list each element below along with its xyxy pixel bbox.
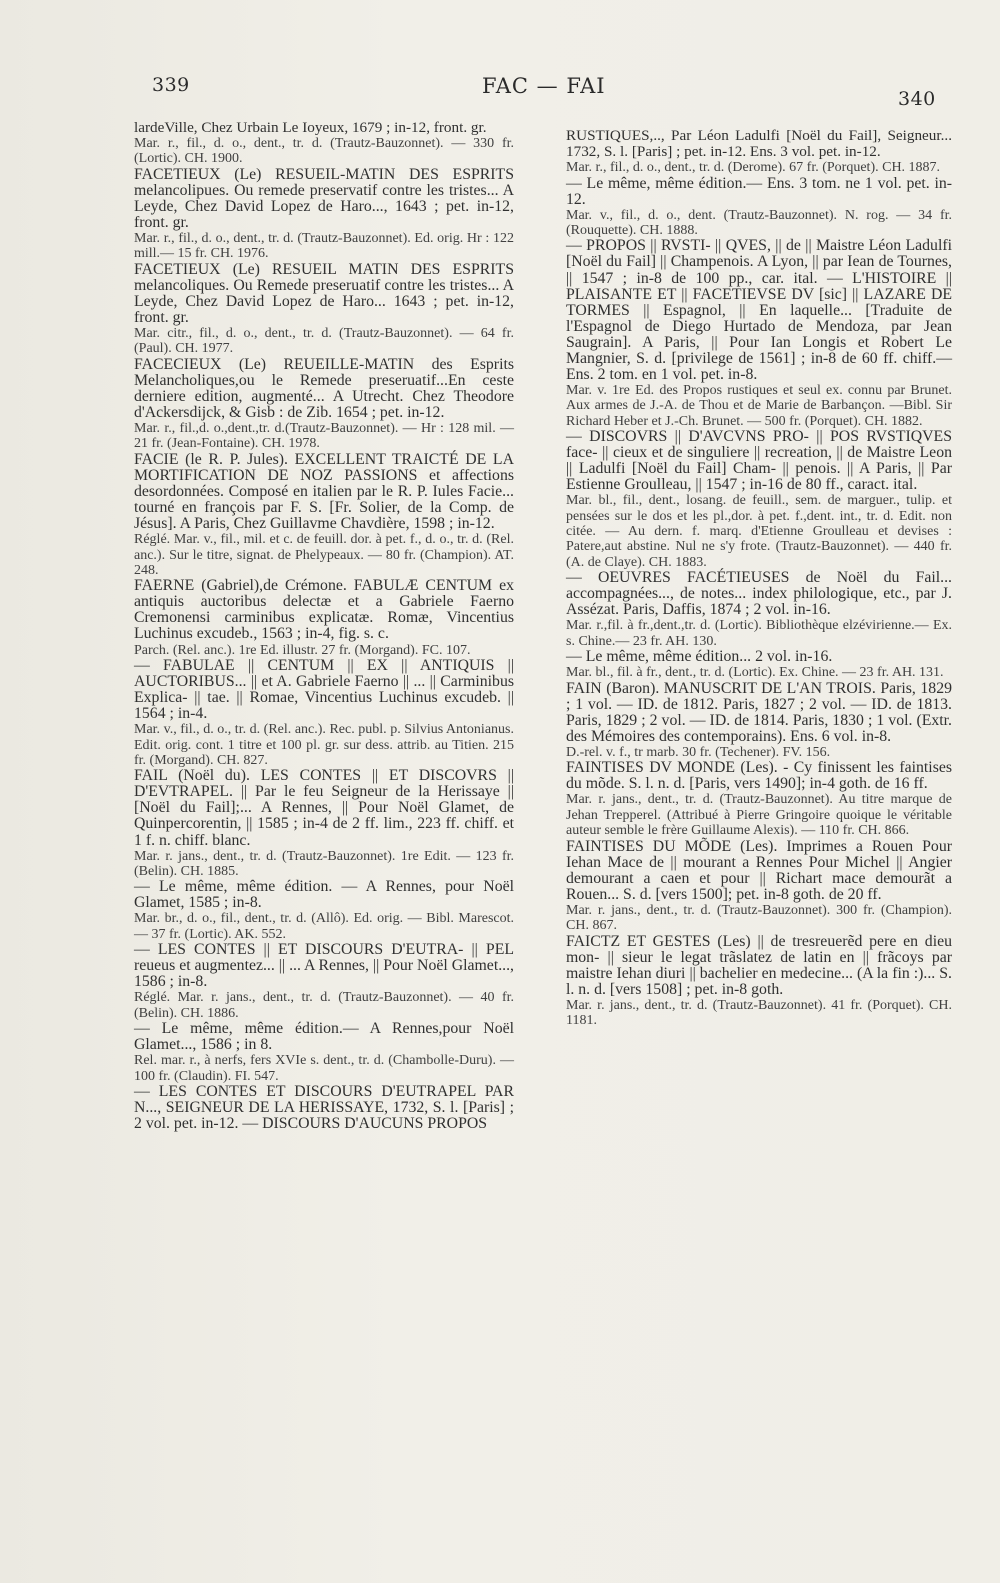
catalogue-entry: — Le même, même édition.— Ens. 3 tom. ne 1 vol. pet. in-12.	[566, 174, 952, 208]
catalogue-entry: FAINTISES DV MONDE (Les). - Cy finissent les faintises du mõde. S. l. n. d. [Paris, vers 1490]; in-4 goth. de 16 ff.	[566, 759, 952, 793]
catalogue-entry: FAIN (Baron). MANUSCRIT DE L'AN TROIS. Paris, 1829 ; 1 vol. — ID. de 1812. Paris, 1827 ; 2 vol. — ID. de 1813. Paris, 1829 ; 2 vol. — ID. de 1814. Paris, 1830 ; 1 vol. (Extr. des Mémoires des contemporains). Ens. 6 vol. in-8.	[566, 679, 952, 745]
running-title: FAC — FAI	[482, 74, 606, 98]
catalogue-entry: — LES CONTES || ET DISCOURS D'EUTRA- || PEL reueus et augmentez... || ... A Rennes, || Pour Noël Glamet..., 1586 ; in-8.	[134, 941, 514, 991]
entry-note: Mar. r. jans., dent., tr. d. (Trautz-Bauzonnet). 41 fr. (Porquet). CH. 1181.	[566, 997, 952, 1029]
catalogue-entry: lardeVille, Chez Urbain Le Ioyeux, 1679 ; in-12, front. gr.	[134, 119, 487, 136]
catalogue-entry: — Le même, même édition. — A Rennes, pour Noël Glamet, 1585 ; in-8.	[134, 878, 514, 912]
entry-note: Mar. bl., fil., dent., losang. de feuill., sem. de marguer., tulip. et pensées sur le dos et les pl.,dor. à pet. f.,dent. int., tr. d. Edit. non citée. — Au dern. f. marq. d'Etienne Groulleau et devises : Patere,aut abstine. Nul ne s'y frote. (Trautz-Bauzonnet). — 440 fr. (A. de Claye). CH. 1883.	[566, 493, 952, 570]
page-header	[0, 74, 1000, 114]
catalogue-entry: — OEUVRES FACÉTIEUSES de Noël du Fail... accompagnées..., de notes... index philologique, etc., par J. Assézat. Paris, Daffis, 1874 ; 2 vol. in-16.	[566, 569, 952, 619]
entry-note: Réglé. Mar. v., fil., mil. et c. de feuill. dor. à pet. f., d. o., tr. d. (Rel. anc.). Sur le titre, signat. de Phelypeaux. — 80 fr. (Champion). AT. 248.	[134, 532, 514, 578]
catalogue-entry: FAINTISES DU MÕDE (Les). Imprimes a Rouen Pour Iehan Mace de || mourant a Rennes Pour Michel || Angier demourant a caen et pour || Richart mace demourãt a Rouen... S. d. [vers 1500]; pet. in-8 goth. de 20 ff.	[566, 837, 952, 903]
catalogue-entry: RUSTIQUES,.., Par Léon Ladulfi [Noël du Fail], Seigneur... 1732, S. l. [Paris] ; pet. in-12. Ens. 3 vol. pet. in-12.	[566, 127, 952, 161]
catalogue-entry: FACETIEUX (Le) RESUEIL-MATIN DES ESPRITS melancolipues. Ou remede preservatif contre les tristes... A Leyde, Chez David Lopez de Haro..., 1643 ; pet. in-12, front. gr.	[134, 165, 514, 231]
entry-note: Parch. (Rel. anc.). 1re Ed. illustr. 27 fr. (Morgand). FC. 107.	[134, 642, 471, 658]
catalogue-entry: — Le même, même édition... 2 vol. in-16.	[566, 648, 833, 666]
entry-note: Rel. mar. r., à nerfs, fers XVIe s. dent., tr. d. (Chambolle-Duru). — 100 fr. (Claudin). FI. 547.	[134, 1053, 514, 1084]
entry-note: Mar. citr., fil., d. o., dent., tr. d. (Trautz-Bauzonnet). — 64 fr. (Paul). CH. 1977.	[134, 326, 514, 357]
right-column	[566, 128, 952, 1029]
left-column	[134, 120, 514, 1132]
entry-note: Mar. bl., fil. à fr., dent., tr. d. (Lortic). Ex. Chine. — 23 fr. AH. 131.	[566, 665, 944, 681]
catalogue-entry: — FABULAE || CENTUM || EX || ANTIQUIS || AUCTORIBUS... || et A. Gabriele Faerno || ... || Carminibus Explica- || tae. || Romae, Vincentius Luchinus excudeb. || 1564 ; in-4.	[134, 656, 514, 723]
catalogue-entry: FACETIEUX (Le) RESUEIL MATIN DES ESPRITS melancoliques. Ou Remede preseruatif contre les tristes... A Leyde, Chez David Lopez de Haro... 1643 ; pet. in-12, front. gr.	[134, 260, 514, 326]
entry-note: Réglé. Mar. r. jans., dent., tr. d. (Trautz-Bauzonnet). — 40 fr. (Belin). CH. 1886.	[134, 990, 514, 1021]
catalogue-entry: — Le même, même édition.— A Rennes,pour Noël Glamet..., 1586 ; in 8.	[134, 1020, 514, 1054]
entry-note: Mar. r., fil., d. o., dent., tr. d. (Trautz-Bauzonnet). — 330 fr. (Lortic). CH. 1900.	[134, 136, 514, 167]
entry-note: Mar. br., d. o., fil., dent., tr. d. (Allô). Ed. orig. — Bibl. Marescot. — 37 fr. (Lortic). AK. 552.	[134, 911, 514, 942]
catalogue-entry: FAIL (Noël du). LES CONTES || ET DISCOVRS || D'EVTRAPEL. || Par le feu Seigneur de la Herissaye || [Noël du Fail];... A Rennes, || Pour Noël Glamet, de Quinpercorentin, || 1585 ; in-4 de 2 ff. lim., 223 ff. chiff. et 1 f. n. chiff. blanc.	[134, 767, 514, 849]
entry-note: Mar. r., fil., d. o., dent., tr. d. (Trautz-Bauzonnet). Ed. orig. Hr : 122 mill.— 15 fr. CH. 1976.	[134, 231, 514, 262]
entry-note: D.-rel. v. f., tr marb. 30 fr. (Techener). FV. 156.	[566, 744, 831, 760]
catalogue-entry: FAICTZ ET GESTES (Les) || de tresreuerẽd pere en dieu mon- || sieur le legat trãslatez de latin en || frãcoys par maistre Iehan diuri || bachelier en medecine... (A la fin :)... S. l. n. d. [vers 1508] ; pet. in-8 goth.	[566, 932, 952, 998]
catalogue-entry: FAERNE (Gabriel),de Crémone. FABULÆ CENTUM ex antiquis auctoribus delectæ et a Gabriele Faerno Cremonensi carminibus explicatæ. Romæ, Vincentius Luchinus excudeb., 1563 ; in-4, fig. s. c.	[134, 577, 514, 643]
entry-note: Mar. r., fil., d. o., dent., tr. d. (Derome). 67 fr. (Porquet). CH. 1887.	[566, 160, 941, 176]
catalogue-entry: — LES CONTES ET DISCOURS D'EUTRAPEL PAR N..., SEIGNEUR DE LA HERISSAYE, 1732, S. l. [Paris] ; 2 vol. pet. in-12. — DISCOURS D'AUCUNS PROPOS	[134, 1083, 514, 1133]
entry-note: Mar. v. 1re Ed. des Propos rustiques et seul ex. connu par Brunet. Aux armes de J.-A. de Thou et de Marie de Barbançon. —Bibl. Sir Richard Heber et J.-Ch. Brunet. — 500 fr. (Porquet). CH. 1882.	[566, 382, 952, 429]
entry-note: Mar. r. jans., dent., tr. d. (Trautz-Bauzonnet). Au titre marque de Jehan Trepperel. (Attribué à Pierre Gringoire quoique le véritable auteur semble le frère Guillaume Alexis). — 110 fr. CH. 866.	[566, 792, 952, 839]
catalogue-entry: — PROPOS || RVSTI- || QVES, || de || Maistre Léon Ladulfi [Noël du Fail] || Champenois. A Lyon, || par Iean de Tournes, || 1547 ; in-8 de 100 pp., car. ital. — L'HISTOIRE || PLAISANTE ET || FACETIEVSE DV [sic] || LAZARE DE TORMES || Espagnol, || En laquelle... [Traduite de l'Espagnol de Diego Hurtado de Mendoza, par Jean Saugrain]. A Paris, || Pour Ian Longis et Robert Le Mangnier, S. d. [privilege de 1561] ; in-8 de 60 ff. chiff.— Ens. 2 tom. en 1 vol. pet. in-8.	[566, 237, 952, 383]
entry-note: Mar. r.,fil. à fr.,dent.,tr. d. (Lortic). Bibliothèque elzévirienne.— Ex. s. Chine.— 23 fr. AH. 130.	[566, 618, 952, 649]
catalogue-entry: FACECIEUX (Le) REUEILLE-MATIN des Esprits Melancholiques,ou le Remede preseruatif...En ceste derniere edition, augmenté... A Utrecht. Chez Theodore d'Ackersdijck, & Gisb : de Zib. 1654 ; pet. in-12.	[134, 355, 514, 421]
catalogue-entry: — DISCOVRS || D'AVCVNS PRO- || POS RVSTIQVES face- || cieux et de singuliere || recreation, || de Maistre Leon || Ladulfi [Noël du Fail] Cham- || penois. || A Paris, || Par Estienne Groulleau, || 1547 ; in-16 de 80 ff., caract. ital.	[566, 428, 952, 494]
entry-note: Mar. v., fil., d. o., tr. d. (Rel. anc.). Rec. publ. p. Silvius Antonianus. Edit. orig. cont. 1 titre et 100 pl. gr. sur dess. attrib. au Titien. 215 fr. (Morgand). CH. 827.	[134, 722, 514, 768]
page-number-left: 339	[152, 74, 190, 96]
page-number-right: 340	[898, 88, 936, 110]
catalogue-entry: FACIE (le R. P. Jules). EXCELLENT TRAICTÉ DE LA MORTIFICATION DE NOZ PASSIONS et affections desordonnées. Composé en italien par le R. P. Iules Facie... tourné en françois par F. S. [Fr. Solier, de la Comp. de Jésus]. A Paris, Chez Guillavme Chavdière, 1598 ; in-12.	[134, 450, 514, 533]
entry-note: Mar. r. jans., dent., tr. d. (Trautz-Bauzonnet). 1re Edit. — 123 fr. (Belin). CH. 1885.	[134, 848, 514, 879]
entry-note: Mar. r. jans., dent., tr. d. (Trautz-Bauzonnet). 300 fr. (Champion). CH. 867.	[566, 902, 952, 934]
entry-note: Mar. v., fil., d. o., dent. (Trautz-Bauzonnet). N. rog. — 34 fr. (Rouquette). CH. 1888.	[566, 207, 952, 238]
entry-note: Mar. r., fil.,d. o.,dent.,tr. d.(Trautz-Bauzonnet). — Hr : 128 mil. —21 fr. (Jean-Fontaine). CH. 1978.	[134, 421, 514, 452]
